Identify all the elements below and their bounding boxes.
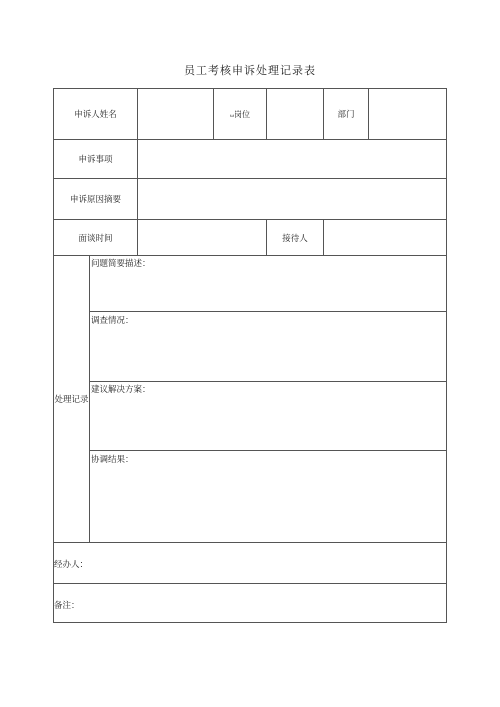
department-label: 部门 (337, 110, 355, 120)
proposed-solution-label: 建议解决方案： (91, 385, 151, 395)
investigation-section[interactable] (89, 311, 447, 382)
remarks-label: 备注： (54, 601, 80, 611)
position-label: 岗位 (234, 109, 251, 119)
applicant-name-field[interactable] (137, 88, 214, 140)
applicant-name-label-cell (53, 88, 138, 140)
position-prefix: ω (229, 112, 235, 119)
interview-time-label: 面谈时间 (78, 233, 113, 244)
appeal-matter-label-cell (53, 139, 138, 179)
remarks-section[interactable] (53, 583, 447, 623)
problem-description-label: 问题简要描述： (91, 259, 151, 269)
receiver-label: 接待人 (282, 233, 308, 244)
interview-time-field[interactable] (137, 219, 267, 256)
problem-description-section[interactable] (89, 255, 447, 312)
appeal-matter-label: 申诉事项 (78, 155, 113, 165)
form-title: 员工考核申诉处理记录表 (184, 64, 316, 77)
department-field[interactable] (368, 88, 447, 140)
appeal-matter-field[interactable] (137, 139, 447, 179)
appeal-reason-label-cell (53, 178, 138, 220)
receiver-label-cell (266, 219, 324, 256)
proposed-solution-section[interactable] (89, 381, 447, 451)
interview-time-label-cell (53, 219, 138, 256)
applicant-name-label: 申诉人姓名 (74, 110, 117, 120)
department-label-cell (323, 88, 369, 140)
position-label-wrap (230, 109, 250, 120)
handler-label: 经办人： (54, 560, 89, 570)
investigation-label: 调查情况： (91, 316, 134, 326)
processing-record-label-cell (53, 255, 90, 543)
position-field[interactable] (266, 88, 324, 140)
processing-record-label: 处理记录 (54, 395, 89, 405)
appeal-reason-label: 申诉原因摘要 (69, 195, 121, 205)
appeal-reason-field[interactable] (137, 178, 447, 220)
handler-section[interactable] (53, 542, 447, 584)
position-label-cell (213, 88, 267, 140)
receiver-field[interactable] (323, 219, 447, 256)
coordination-result-label: 协调结果： (91, 455, 134, 465)
coordination-result-section[interactable] (89, 450, 447, 543)
